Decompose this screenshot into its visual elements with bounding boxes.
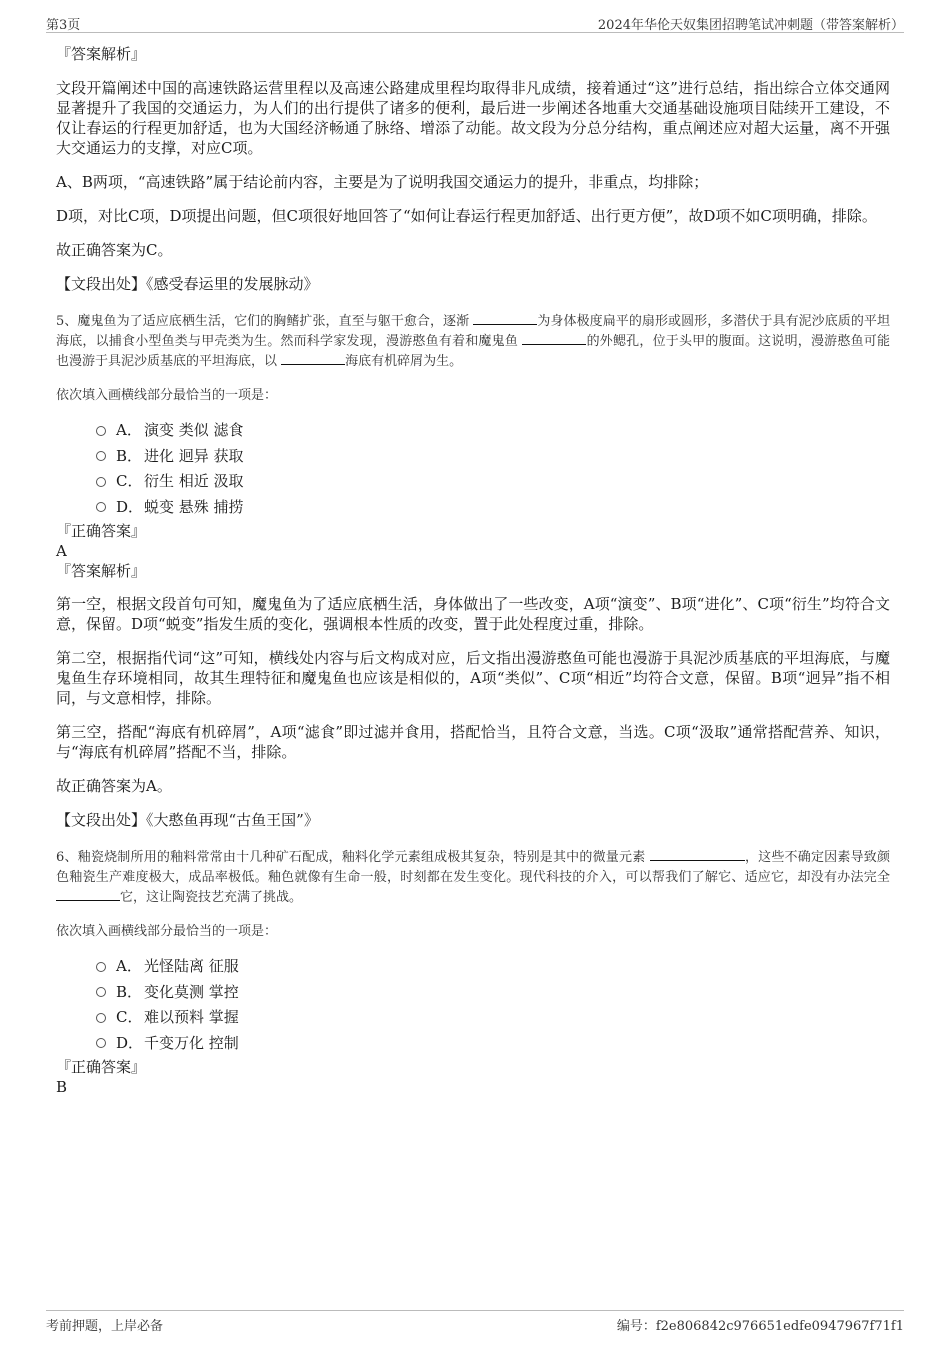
radio-icon[interactable]: [96, 987, 106, 997]
q6-answer-label: 『正确答案』: [56, 1058, 147, 1076]
option-letter: C．: [116, 472, 143, 490]
q5-option-a[interactable]: [96, 418, 890, 444]
q6-answer: B: [56, 1078, 68, 1096]
q5-blank-2: [522, 332, 586, 345]
q4-analysis-p2: A、B两项，“高速铁路”属于结论前内容，主要是为了说明我国交通运力的提升，非重点，均排除；: [56, 173, 709, 191]
radio-icon[interactable]: [96, 1038, 106, 1048]
q5-prompt: 依次填入画横线部分最恰当的一项是：: [56, 388, 278, 403]
q4-analysis-p3: D项，对比C项，D项提出问题，但C项很好地回答了“如何让春运行程更加舒适、出行更方便”，故D项不如C项明确，排除。: [56, 207, 877, 225]
option-letter: B．: [116, 982, 143, 1001]
q6-stem-part3: 它，这让陶瓷技艺充满了挑战。: [120, 890, 303, 905]
q4-source: 【文段出处】《感受春运里的发展脉动》: [56, 275, 319, 293]
q5-option-d[interactable]: [96, 495, 890, 521]
q5-option-c[interactable]: [96, 469, 890, 495]
radio-icon[interactable]: [96, 502, 106, 512]
option-text: 演变 类似 滤食: [144, 421, 244, 439]
page-footer: [46, 1310, 904, 1335]
q6-stem-part2: ，这些不确定因素导致颜色釉瓷生产难度极大，成品率极低。釉色就像有生命一般，时刻都在发生变化。现代科技的介入，可以帮我们了解它、适应它，却没有办法完全: [56, 850, 890, 885]
q6-stem: [56, 848, 890, 908]
radio-icon[interactable]: [96, 1013, 106, 1023]
option-text: 衍生 相近 汲取: [144, 472, 244, 490]
option-text: 光怪陆离 征服: [144, 957, 239, 975]
q5-stem-part1: 5、魔鬼鱼为了适应底栖生活，它们的胸鳍扩张，直至与躯干愈合，逐渐: [56, 314, 470, 329]
q5-analysis-p2: 第二空，根据指代词“这”可知，横线处内容与后文构成对应，后文指出漫游憨鱼可能也漫游于具泥沙质基底的平坦海底，与魔鬼鱼生存环境相同，故其生理特征和魔鬼鱼也应该是相似的，A项“类似”、C项“相近”均符合文意，保留。B项“迥异”指不相同，与文意相悖，排除。: [56, 649, 890, 707]
q4-conclusion: 故正确答案为C。: [56, 241, 173, 259]
q6-stem-part1: 6、釉瓷烧制所用的釉料常常由十几种矿石配成，釉料化学元素组成极其复杂，特别是其中的微量元素: [56, 850, 646, 865]
document-id: 编号：f2e806842c976651edfe0947967f71f1: [616, 1319, 904, 1334]
option-letter: D．: [116, 497, 144, 516]
radio-icon[interactable]: [96, 477, 106, 487]
option-text: 进化 迥异 获取: [144, 446, 244, 465]
q5-analysis-label: 『答案解析』: [56, 562, 147, 580]
q6-option-d[interactable]: [96, 1031, 890, 1057]
option-letter: C．: [116, 1008, 143, 1026]
document-title: 2024年华伦天奴集团招聘笔试冲刺题（带答案解析）: [597, 18, 904, 33]
q4-analysis-p1: 文段开篇阐述中国的高速铁路运营里程以及高速公路建成里程均取得非凡成绩，接着通过“这”进行总结，指出综合立体交通网显著提升了我国的交通运力，为人们的出行提供了诸多的便利，最后进一步阐述各地重大交通基础设施项目陆续开工建设，不仅让春运的行程更加舒适，也为大国经济畅通了脉络、增添了动能。故文段为分总分结构，重点阐述应对超大运量，离不开强大交通运力的支撑，对应C项。: [56, 79, 890, 157]
main-content: [56, 44, 890, 1096]
q5-analysis-p1: 第一空，根据文段首句可知，魔鬼鱼为了适应底栖生活，身体做出了一些改变，A项“演变”、B项“进化”、C项“衍生”均符合文意，保留。D项“蜕变”指发生质的变化，强调根本性质的改变，置于此处程度过重，排除。: [56, 595, 890, 633]
q6-prompt: 依次填入画横线部分最恰当的一项是：: [56, 924, 278, 939]
option-text: 蜕变 悬殊 捕捞: [144, 497, 244, 516]
q6-option-c[interactable]: [96, 1005, 890, 1031]
option-letter: B．: [116, 446, 143, 465]
q5-blank-1: [473, 312, 537, 325]
q5-stem: [56, 312, 890, 372]
radio-icon[interactable]: [96, 451, 106, 461]
q5-option-b[interactable]: [96, 444, 890, 470]
q5-source: 【文段出处】《大憨鱼再现“古鱼王国”》: [56, 811, 319, 829]
q6-option-a[interactable]: [96, 954, 890, 980]
q5-answer-label: 『正确答案』: [56, 522, 147, 540]
radio-icon[interactable]: [96, 426, 106, 436]
q5-analysis-p3: 第三空，搭配“海底有机碎屑”，A项“滤食”即过滤并食用，搭配恰当，且符合文意，当选。C项“汲取”通常搭配营养、知识，与“海底有机碎屑”搭配不当，排除。: [56, 723, 890, 761]
q5-stem-part3: 的外鳃孔，位于头甲的腹面。这说明，漫游憨鱼可能也漫游于具泥沙质基底的平坦海底，以: [56, 334, 890, 369]
q5-conclusion: 故正确答案为A。: [56, 777, 172, 795]
q6-blank-2: [56, 888, 120, 901]
page-number: 第3页: [46, 18, 81, 33]
option-letter: D．: [116, 1033, 144, 1052]
footer-slogan: 考前押题，上岸必备: [46, 1319, 164, 1334]
option-text: 千变万化 控制: [144, 1033, 239, 1052]
q6-option-b[interactable]: [96, 980, 890, 1006]
page-header: [46, 12, 904, 33]
q5-options: [96, 418, 890, 520]
option-letter: A．: [116, 957, 142, 975]
option-text: 难以预料 掌握: [144, 1008, 239, 1026]
radio-icon[interactable]: [96, 962, 106, 972]
q6-blank-1: [650, 848, 745, 861]
q5-stem-part4: 海底有机碎屑为生。: [345, 354, 463, 369]
q5-answer: A: [56, 542, 67, 560]
q5-blank-3: [281, 352, 345, 365]
option-letter: A．: [116, 421, 142, 439]
q4-analysis-label: 『答案解析』: [56, 45, 147, 63]
q5-stem-part2: 为身体极度扁平的扇形或圆形，多潜伏于具有泥沙底质的平坦海底，以捕食小型鱼类与甲壳类为生。然而科学家发现，漫游憨鱼有着和魔鬼鱼: [56, 314, 890, 349]
option-text: 变化莫测 掌控: [144, 982, 239, 1001]
q6-options: [96, 954, 890, 1056]
